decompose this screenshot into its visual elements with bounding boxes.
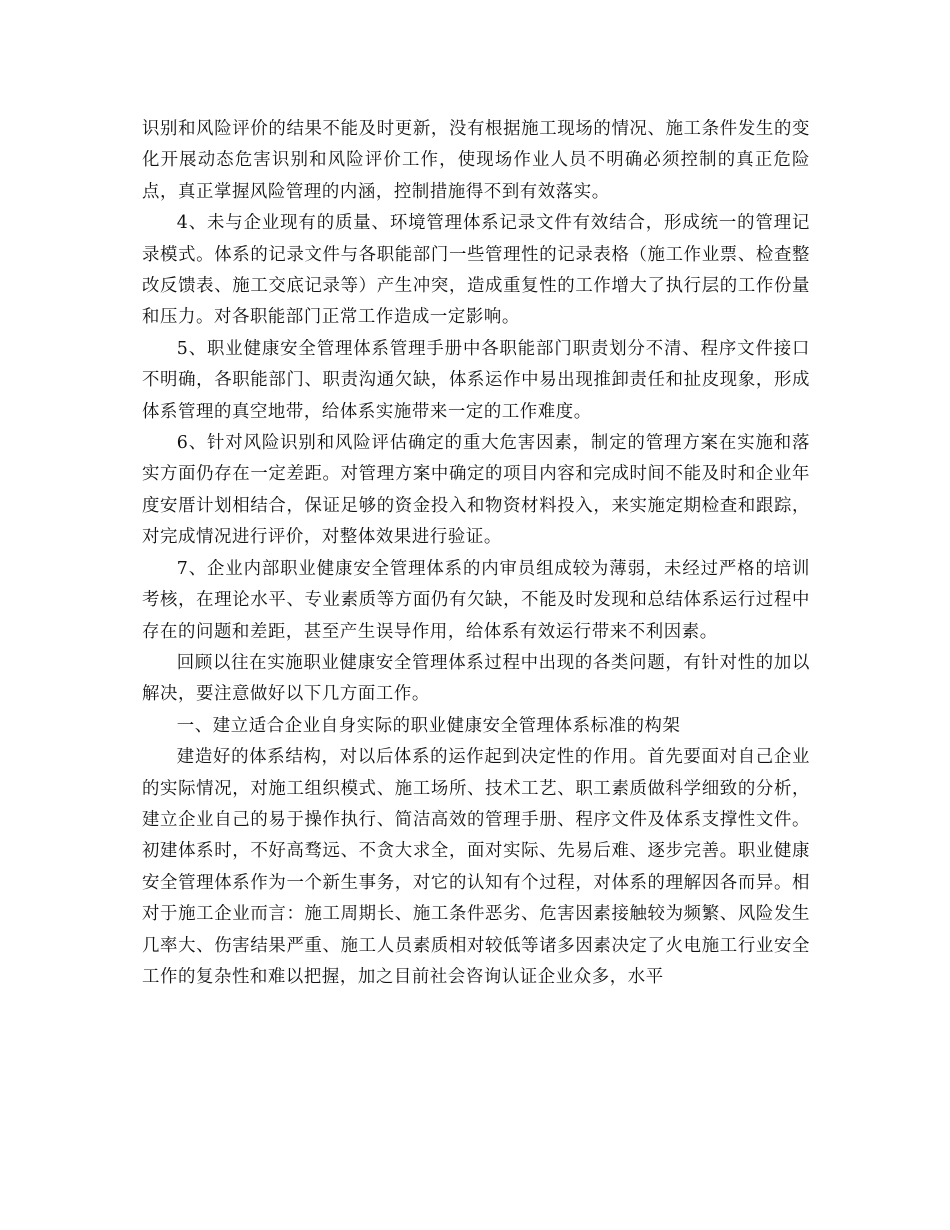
- paragraph-item-5: 5、职业健康安全管理体系管理手册中各职能部门职责划分不清、程序文件接口不明确，各职能部门、职责沟通欠缺，体系运作中易出现推卸责任和扯皮现象，形成体系管理的真空地带，给体系实施带来一定的工作难度。: [142, 338, 810, 422]
- paragraph-item-4: 4、未与企业现有的质量、环境管理体系记录文件有效结合，形成统一的管理记录模式。体系的记录文件与各职能部门一些管理性的记录表格（施工作业票、检查整改反馈表、施工交底记录等）产生冲突，造成重复性的工作增大了执行层的工作份量和压力。对各职能部门正常工作造成一定影响。: [142, 213, 810, 328]
- paragraph-item-6: 6、针对风险识别和风险评估确定的重大危害因素，制定的管理方案在实施和落实方面仍存在一定差距。对管理方案中确定的项目内容和完成时间不能及时和企业年度安厝计划相结合，保证足够的资金投入和物资材料投入，来实施定期检查和跟踪，对完成情况进行评价，对整体效果进行验证。: [142, 433, 810, 548]
- paragraph-continuation: 识别和风险评价的结果不能及时更新，没有根据施工现场的情况、施工条件发生的变化开展动态危害识别和风险评价工作，使现场作业人员不明确必须控制的真正危险点，真正掌握风险管理的内涵，控制措施得不到有效落实。: [142, 119, 810, 202]
- paragraph-body: 建造好的体系结构，对以后体系的运作起到决定性的作用。首先要面对自己企业的实际情况，对施工组织模式、施工场所、技术工艺、职工素质做科学细致的分析，建立企业自己的易于操作执行、简洁高效的管理手册、程序文件及体系支撑性文件。初建体系时，不好高骛远、不贪大求全，面对实际、先易后难、逐步完善。职业健康安全管理体系作为一个新生事务，对它的认知有个过程，对体系的理解因各而异。相对于施工企业而言：施工周期长、施工条件恶劣、危害因素接触较为频繁、风险发生几率大、伤害结果严重、施工人员素质相对较低等诸多因素决定了火电施工行业安全工作的复杂性和难以把握，加之目前社会咨询认证企业众多，水平: [142, 747, 810, 987]
- document-page: [142, 114, 810, 993]
- paragraph-item-7: 7、企业内部职业健康安全管理体系的内审员组成较为薄弱，未经过严格的培训考核，在理论水平、专业素质等方面仍有欠缺，不能及时发现和总结体系运行过程中存在的问题和差距，甚至产生误导作用，给体系有效运行带来不利因素。: [142, 558, 810, 642]
- paragraph-review: 回顾以往在实施职业健康安全管理体系过程中出现的各类问题，有针对性的加以解决，要注意做好以下几方面工作。: [142, 652, 810, 705]
- section-heading-1: 一、建立适合企业自身实际的职业健康安全管理体系标准的构架: [176, 715, 681, 736]
